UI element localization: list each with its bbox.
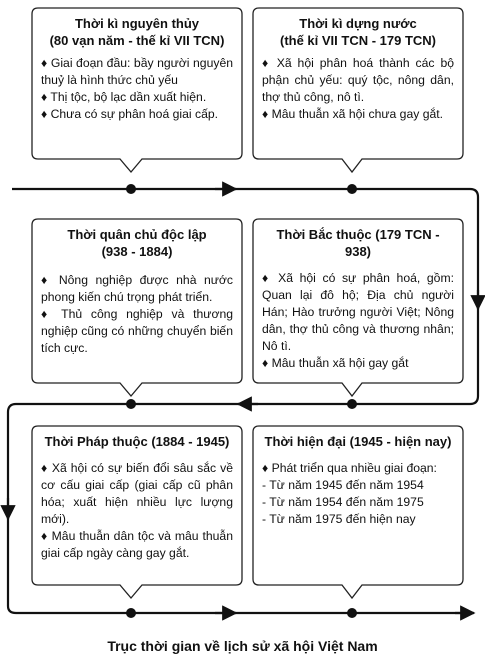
- period-dot-4: [126, 399, 136, 409]
- period-card-primitive: [33, 9, 241, 158]
- period-item: ♦ Mâu thuẫn xã hội chưa gay gắt.: [262, 107, 444, 121]
- figure-caption: Trục thời gian về lịch sử xã hội Việt Nam: [107, 638, 378, 654]
- period-title: Thời kì nguyên thủy: [74, 16, 200, 31]
- period-title: Thời hiện đại (1945 - hiện nay): [264, 434, 452, 449]
- period-item: - Từ năm 1945 đến năm 1954: [262, 478, 424, 492]
- period-item: ♦ Xã hội phân hoá thành các bộ phận chủ yếu: quý tộc, nông dân, thợ thủ công, nô tì.: [262, 56, 454, 104]
- period-item: - Từ năm 1975 đến hiện nay: [262, 512, 416, 526]
- period-title: Thời Bắc thuộc (179 TCN - 938): [276, 227, 440, 259]
- period-card-modern: [254, 427, 462, 584]
- period-item: ♦ Mâu thuẫn xã hội gay gắt: [262, 356, 409, 370]
- period-item: ♦ Chưa có sự phân hoá giai cấp.: [41, 107, 219, 121]
- period-card-french-colonial: [33, 427, 241, 584]
- period-item: ♦ Thị tộc, bộ lạc dần xuất hiện.: [41, 90, 207, 104]
- period-dot-2: [347, 184, 357, 194]
- period-card-northern-domination: [254, 220, 462, 382]
- period-range: (938 - 1884): [101, 244, 173, 259]
- period-item: ♦ Giai đoạn đầu: bầy người nguyên thuỷ là hình thức chủ yếu: [41, 56, 233, 87]
- period-card-nation-building: [254, 9, 462, 158]
- period-dot-1: [126, 184, 136, 194]
- period-item: ♦ Phát triển qua nhiều giai đoạn:: [262, 461, 437, 475]
- period-item: - Từ năm 1954 đến năm 1975: [262, 495, 424, 509]
- period-title: Thời quân chủ độc lập: [67, 227, 207, 242]
- period-range: (80 vạn năm - thế kỉ VII TCN): [49, 33, 225, 48]
- period-dot-6: [347, 608, 357, 618]
- period-item: ♦ Thủ công nghiệp và thương nghiệp cũng có những chuyển biến tích cực.: [41, 307, 233, 355]
- period-item: ♦ Nông nghiệp được nhà nước phong kiến chú trọng phát triển.: [41, 273, 233, 304]
- period-dot-5: [126, 608, 136, 618]
- period-title: Thời Pháp thuộc (1884 - 1945): [44, 434, 230, 449]
- period-dot-3: [347, 399, 357, 409]
- period-title: Thời kì dựng nước: [299, 16, 417, 31]
- period-range: (thế kỉ VII TCN - 179 TCN): [279, 33, 437, 48]
- period-card-independent-monarchy: [33, 220, 241, 382]
- period-item: ♦ Xã hội có sự biến đổi sâu sắc về cơ cấu giai cấp (giai cấp cũ phân hóa; xuất hiện nhiều lực lượng mới).: [41, 461, 233, 526]
- period-item: ♦ Mâu thuẫn dân tộc và mâu thuẫn giai cấp ngày càng gay gắt.: [41, 529, 233, 560]
- period-item: ♦ Xã hội có sự phân hoá, gồm: Quan lại đô hộ; Địa chủ người Hán; Hào trưởng người Việt; Nông dân, thợ thủ công và thương nhân; Nô tì.: [262, 271, 454, 353]
